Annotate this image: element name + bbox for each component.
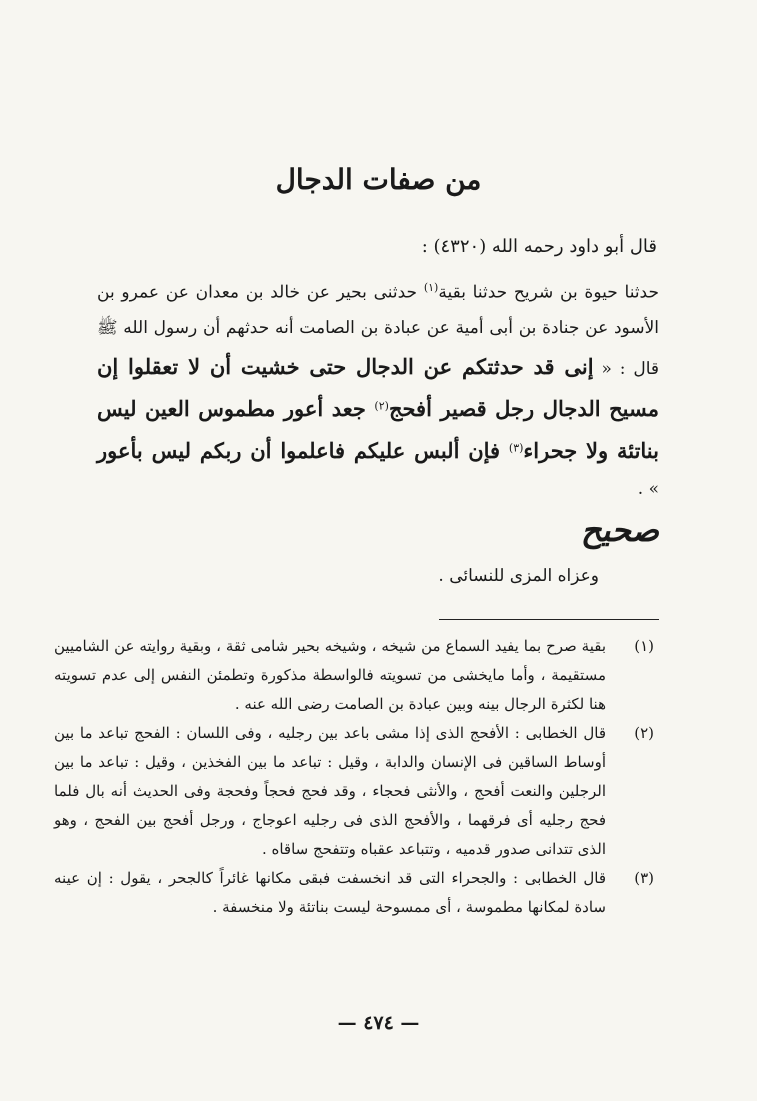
isnad-chain-cont: حدثنى بحير عن خالد بن معدان عن عمرو بن الأسود عن جنادة بن أبى أمية عن عبادة بن الصامت أنه حدثهم أن رسول الله ﷺ قال : « bbox=[97, 282, 660, 379]
footnote-number: (٢) bbox=[634, 724, 654, 742]
footnote-number: (١) bbox=[634, 637, 654, 655]
footnote-2 bbox=[54, 719, 654, 864]
footnote-number: (٣) bbox=[634, 869, 654, 887]
footnote-ref-3: (٣) bbox=[508, 441, 524, 454]
hadith-text bbox=[97, 270, 659, 507]
narrator-intro: قال أبو داود رحمه الله (٤٣٢٠) : bbox=[421, 236, 657, 257]
hadith-grade: صحيح bbox=[580, 511, 659, 549]
matn-text-3: فإن ألبس عليكم فاعلموا أن ربكم ليس بأعور bbox=[97, 437, 509, 463]
isnad-chain: حدثنا حيوة بن شريح حدثنا بقية bbox=[438, 282, 659, 303]
footnote-3 bbox=[54, 864, 654, 922]
attribution: وعزاه المزى للنسائى . bbox=[438, 566, 599, 586]
matn-text-1: إنى قد حدثتكم عن الدجال حتى خشيت أن لا تعقلوا إن مسيح الدجال رجل قصير أفحج bbox=[97, 353, 659, 421]
footnote-ref-1: (١) bbox=[423, 281, 439, 294]
footnote-text: بقية صرح بما يفيد السماع من شيخه ، وشيخه بحير شامى ثقة ، وبقية روايته عن الشاميين مستقيمة ، وأما مايخشى من تسويته فالواسطة مذكورة وتطمئن النفس إلى عدم تسويته هنا لكثرة الرجال بينه وبين عبادة بن الصامت رضى الله عنه . bbox=[54, 637, 606, 713]
footnote-text: قال الخطابى : الأفحج الذى إذا مشى باعد بين رجليه ، وفى اللسان : الفحج تباعد ما بين أوساط الساقين فى الإنسان والدابة ، وقيل : تباعد ما بين الفخذين ، وقيل : تباعد ما بين الرجلين والنعت أفحج ، والأنثى فحجاء ، وقد فحج فحجاً وفحجة وفى الحديث أنه بال فلما فحج رجليه أى فرقهما ، والأفحج الذى فى رجليه اعوجاج ، ورجل أفحج بين الفحج ، وهو الذى تتدانى صدور قدميه ، وتتباعد عقباه وتتفحج ساقاه . bbox=[54, 724, 606, 858]
footnote-text: قال الخطابى : والجحراء التى قد انخسفت فبقى مكانها غائراً كالجحر ، يقول : إن عينه سادة لمكانها مطموسة ، أى ممسوحة ليست بناتئة ولا منخسفة . bbox=[54, 869, 606, 916]
footnote-1 bbox=[54, 632, 654, 719]
matn-close: » . bbox=[637, 478, 659, 499]
page-number: — ٤٧٤ — bbox=[337, 1012, 420, 1034]
matn-text-2: جعد أعور مطموس العين ليس بناتئة ولا جحراء bbox=[97, 395, 659, 463]
footnotes bbox=[0, 632, 757, 922]
page-title: من صفات الدجال bbox=[275, 163, 482, 196]
footnote-divider bbox=[439, 619, 659, 620]
footnote-ref-2: (٢) bbox=[374, 399, 389, 412]
